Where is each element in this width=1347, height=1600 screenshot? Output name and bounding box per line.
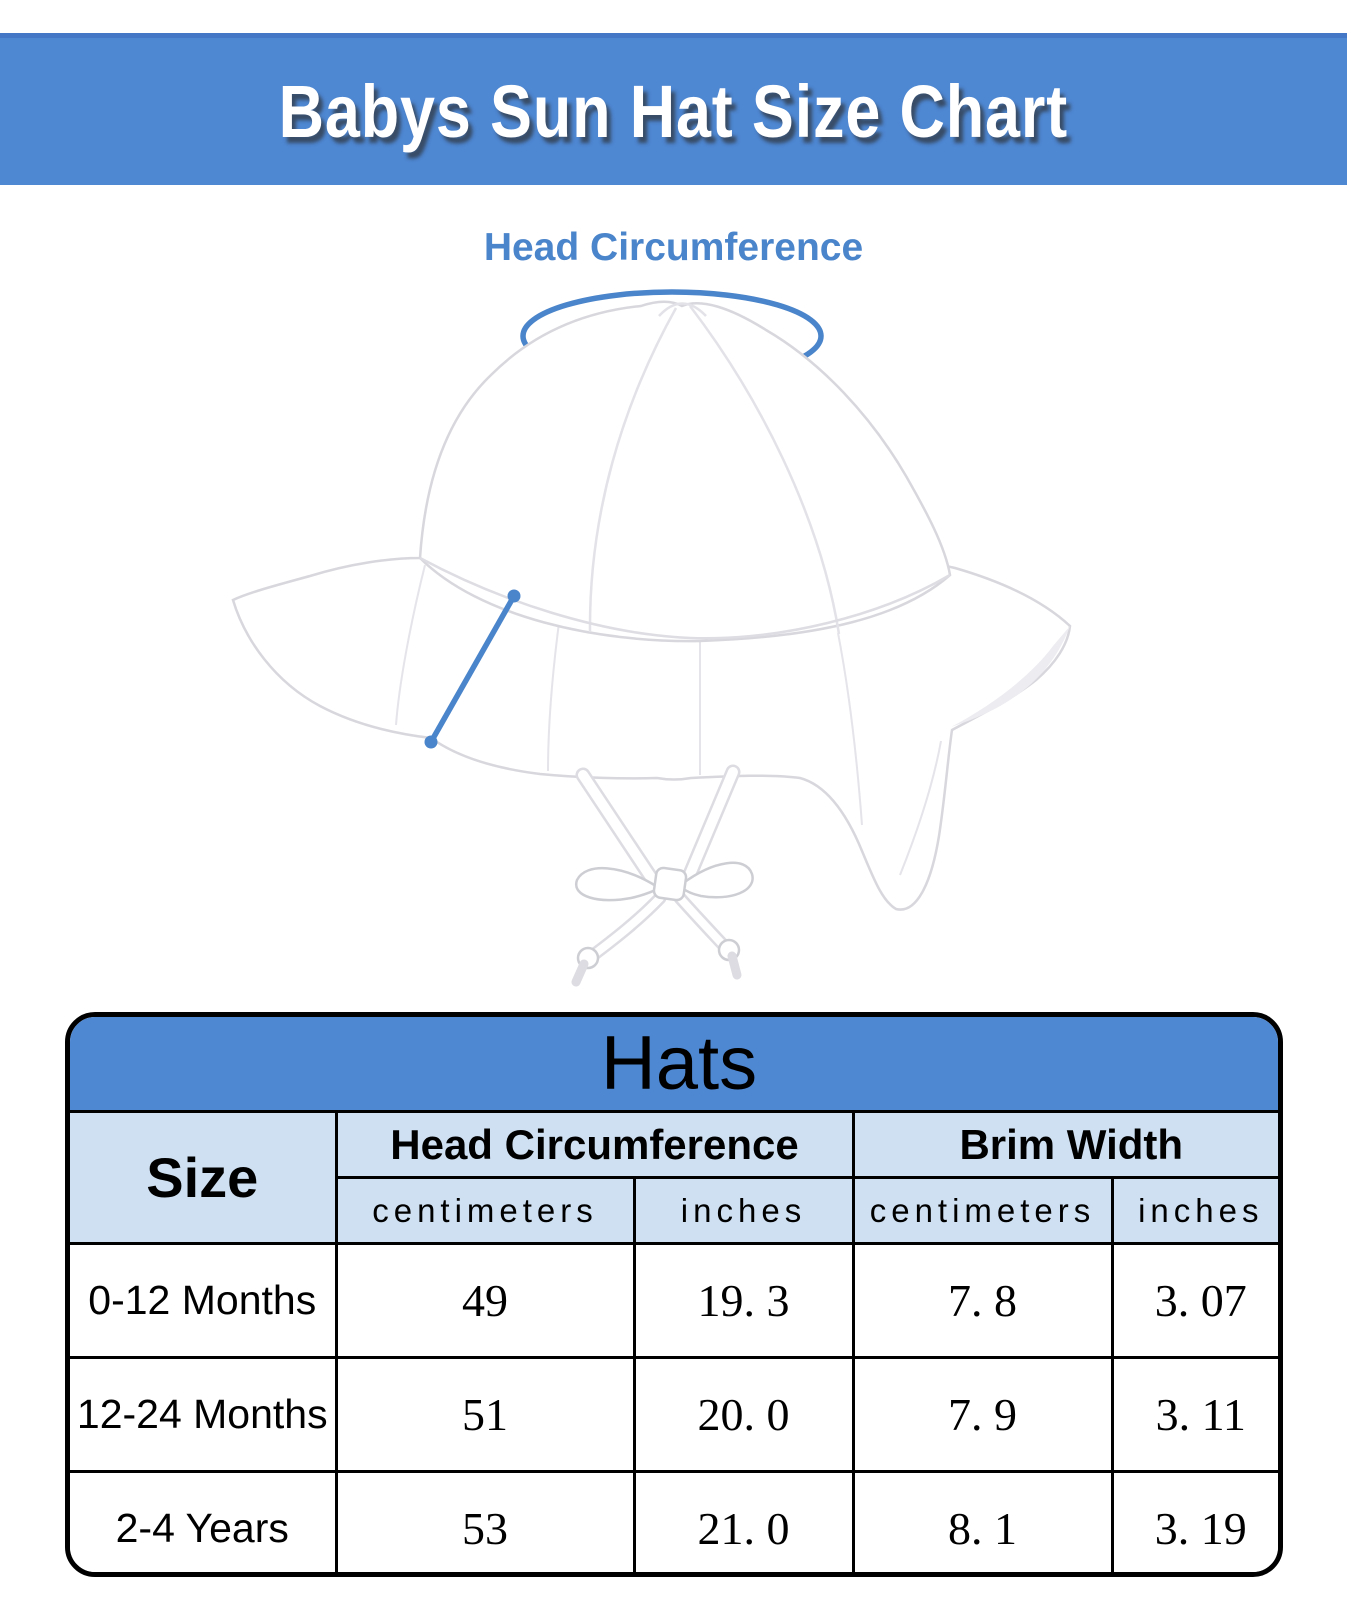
cell-value: 3. 19 (1112, 1472, 1283, 1578)
group-header-row (70, 1112, 1283, 1178)
cell-value: 7. 9 (853, 1358, 1112, 1472)
size-header-cell: Size (70, 1112, 336, 1244)
cell-value: 21. 0 (634, 1472, 853, 1578)
cell-value: 20. 0 (634, 1358, 853, 1472)
chin-straps (583, 772, 733, 879)
unit-header-cell: inches (634, 1178, 853, 1244)
table-title: Hats (70, 1017, 1283, 1112)
cell-value: 8. 1 (853, 1472, 1112, 1578)
title-banner (0, 33, 1347, 185)
cell-value: 49 (336, 1244, 634, 1358)
cell-value: 3. 07 (1112, 1244, 1283, 1358)
unit-header-cell: inches (1112, 1178, 1283, 1244)
brim-width-header-cell: Brim Width (853, 1112, 1283, 1178)
row-label: 2-4 Years (70, 1472, 336, 1578)
strap-bow (576, 863, 753, 982)
hat-crown (420, 302, 950, 641)
table-row (70, 1244, 1283, 1358)
table-row (70, 1472, 1283, 1578)
size-table (65, 1012, 1283, 1577)
unit-header-cell: centimeters (853, 1178, 1112, 1244)
row-label: 12-24 Months (70, 1358, 336, 1472)
cell-value: 51 (336, 1358, 634, 1472)
table-title-row (70, 1017, 1283, 1112)
cell-value: 3. 11 (1112, 1358, 1283, 1472)
page-title: Babys Sun Hat Size Chart (278, 70, 1069, 153)
head-circumference-header-cell: Head Circumference (336, 1112, 853, 1178)
cell-value: 53 (336, 1472, 634, 1578)
row-label: 0-12 Months (70, 1244, 336, 1358)
unit-header-cell: centimeters (336, 1178, 634, 1244)
cell-value: 19. 3 (634, 1244, 853, 1358)
head-circumference-label: Head Circumference (483, 226, 864, 269)
cell-value: 7. 8 (853, 1244, 1112, 1358)
sun-hat-illustration (0, 185, 1347, 1015)
table-row (70, 1358, 1283, 1472)
